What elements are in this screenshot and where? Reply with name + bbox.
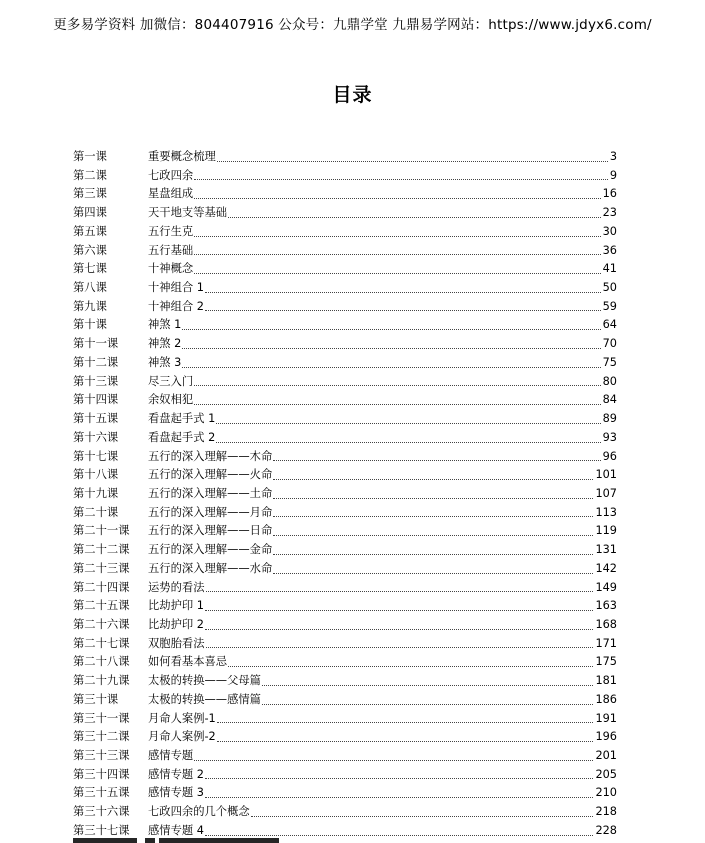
toc-row[interactable] xyxy=(73,448,617,467)
toc-dot-leader xyxy=(251,803,594,817)
toc-entry xyxy=(148,616,617,635)
toc-lesson-number: 第二课 xyxy=(73,168,107,182)
toc-dot-leader xyxy=(206,635,594,649)
toc-entry xyxy=(148,148,617,167)
toc-row[interactable] xyxy=(73,298,617,317)
toc-page-number: 64 xyxy=(602,318,617,332)
toc-topic: 五行的深入理解——日命 xyxy=(148,524,273,538)
toc-dot-leader xyxy=(273,485,593,499)
toc-row[interactable] xyxy=(73,691,617,710)
toc-entry xyxy=(148,429,617,448)
toc-row[interactable] xyxy=(73,335,617,354)
toc-page-number: 142 xyxy=(595,561,617,575)
toc-dot-leader xyxy=(273,448,600,462)
toc-row[interactable] xyxy=(73,597,617,616)
page-header-watermark: 更多易学资料 加微信：804407916 公众号：九鼎学堂 九鼎易学网站：https://www.jdyx6.com/ xyxy=(53,17,652,33)
toc-row[interactable] xyxy=(73,391,617,410)
toc-topic: 看盘起手式 1 xyxy=(148,412,216,426)
toc-entry xyxy=(148,335,617,354)
toc-dot-leader xyxy=(205,279,601,293)
toc-page-number: 41 xyxy=(602,262,617,276)
toc-topic: 比劫护印 1 xyxy=(148,599,204,613)
toc-row[interactable] xyxy=(73,223,617,242)
toc-row[interactable] xyxy=(73,504,617,523)
toc-lesson-number: 第四课 xyxy=(73,206,107,220)
toc-entry xyxy=(148,185,617,204)
toc-page-number: 80 xyxy=(602,374,617,388)
toc-topic: 天干地支等基础 xyxy=(148,206,228,220)
toc-entry xyxy=(148,448,617,467)
toc-row[interactable] xyxy=(73,279,617,298)
toc-dot-leader xyxy=(273,504,593,518)
toc-lesson-number: 第八课 xyxy=(73,281,107,295)
toc-row[interactable] xyxy=(73,635,617,654)
toc-dot-leader xyxy=(194,223,600,237)
toc-dot-leader xyxy=(182,354,600,368)
toc-dot-leader xyxy=(216,429,600,443)
toc-lesson-number: 第三十六课 xyxy=(73,805,130,819)
toc-lesson-number: 第二十六课 xyxy=(73,617,130,631)
toc-entry xyxy=(148,466,617,485)
toc-row[interactable] xyxy=(73,803,617,822)
toc-topic: 比劫护印 2 xyxy=(148,617,204,631)
toc-row[interactable] xyxy=(73,653,617,672)
toc-topic: 七政四余 xyxy=(148,168,194,182)
toc-page-number: 218 xyxy=(595,805,617,819)
toc-page-number: 113 xyxy=(595,505,617,519)
toc-topic: 双胞胎看法 xyxy=(148,636,205,650)
toc-topic: 如何看基本喜忌 xyxy=(148,655,228,669)
toc-lesson-number: 第一课 xyxy=(73,150,107,163)
toc-lesson-number: 第二十二课 xyxy=(73,543,130,557)
toc-entry xyxy=(148,316,617,335)
toc-row[interactable] xyxy=(73,784,617,803)
toc-topic: 运势的看法 xyxy=(148,580,205,594)
toc-page-number: 201 xyxy=(595,749,617,762)
toc-topic: 五行的深入理解——火命 xyxy=(148,468,273,482)
toc-lesson-number: 第三十课 xyxy=(73,692,119,706)
toc-dot-leader xyxy=(205,784,593,798)
toc-lesson-number: 第十四课 xyxy=(73,393,119,407)
toc-dot-leader xyxy=(194,391,600,405)
toc-row[interactable] xyxy=(73,242,617,261)
toc-page-number: 228 xyxy=(595,823,617,837)
toc-dot-leader xyxy=(273,522,593,536)
toc-row[interactable] xyxy=(73,466,617,485)
toc-dot-leader xyxy=(205,766,593,780)
toc-topic: 重要概念梳理 xyxy=(148,150,216,163)
toc-topic: 感情专题 3 xyxy=(148,786,204,800)
toc-topic: 神煞 1 xyxy=(148,318,182,332)
toc-row[interactable] xyxy=(73,354,617,373)
toc-entry xyxy=(148,597,617,616)
toc-dot-leader xyxy=(194,260,600,274)
toc-page-number: 16 xyxy=(602,187,617,201)
toc-entry xyxy=(148,242,617,261)
toc-entry xyxy=(148,710,617,729)
toc-topic: 十神组合 2 xyxy=(148,299,204,313)
toc-page-number: 196 xyxy=(595,730,617,744)
toc-entry xyxy=(148,541,617,560)
toc-page-number: 3 xyxy=(609,150,617,163)
toc-row[interactable] xyxy=(73,373,617,392)
toc-page-number: 101 xyxy=(595,468,617,482)
toc-topic: 尽三入门 xyxy=(148,374,194,388)
toc-topic: 五行生克 xyxy=(148,224,194,238)
toc-lesson-number: 第十课 xyxy=(73,318,107,332)
toc-row[interactable] xyxy=(73,485,617,504)
toc-row[interactable] xyxy=(73,204,617,223)
toc-row[interactable] xyxy=(73,429,617,448)
toc-lesson-number: 第二十八课 xyxy=(73,655,130,669)
toc-entry xyxy=(148,204,617,223)
toc-row[interactable] xyxy=(73,747,617,766)
toc-row[interactable] xyxy=(73,710,617,729)
toc-row[interactable] xyxy=(73,260,617,279)
toc-topic: 月命人案例-2 xyxy=(148,730,216,744)
toc-lesson-number: 第十三课 xyxy=(73,374,119,388)
toc-entry xyxy=(148,485,617,504)
toc-dot-leader xyxy=(194,185,600,199)
toc-topic: 七政四余的几个概念 xyxy=(148,805,250,819)
toc-lesson-number: 第十八课 xyxy=(73,468,119,482)
toc-page-number: 175 xyxy=(595,655,617,669)
toc-dot-leader xyxy=(217,710,594,724)
toc-page-number: 181 xyxy=(595,674,617,688)
toc-dot-leader xyxy=(217,148,608,162)
toc-topic: 太极的转换——父母篇 xyxy=(148,674,261,688)
toc-page-number: 96 xyxy=(602,449,617,463)
toc-row[interactable] xyxy=(73,672,617,691)
toc-dot-leader xyxy=(205,822,593,836)
toc-lesson-number: 第三十五课 xyxy=(73,786,130,800)
toc-topic: 感情专题 4 xyxy=(148,823,204,837)
toc-dot-leader xyxy=(273,541,593,555)
toc-dot-leader xyxy=(205,298,601,312)
toc-lesson-number: 第十六课 xyxy=(73,430,119,444)
toc-dot-leader xyxy=(206,579,594,593)
toc-page-number: 119 xyxy=(595,524,617,538)
toc-page-number: 9 xyxy=(609,168,617,182)
toc-lesson-number: 第三十四课 xyxy=(73,767,130,781)
toc-entry xyxy=(148,223,617,242)
toc-entry xyxy=(148,298,617,317)
toc-entry xyxy=(148,391,617,410)
toc-dot-leader xyxy=(194,167,608,181)
toc-lesson-number: 第十七课 xyxy=(73,449,119,463)
toc-dot-leader xyxy=(182,316,600,330)
toc-topic: 五行的深入理解——月命 xyxy=(148,505,273,519)
toc-topic: 神煞 3 xyxy=(148,355,182,369)
toc-page-number: 131 xyxy=(595,543,617,557)
toc-lesson-number: 第三十二课 xyxy=(73,730,130,744)
toc-entry xyxy=(148,579,617,598)
toc-entry xyxy=(148,279,617,298)
toc-topic: 五行的深入理解——土命 xyxy=(148,486,273,500)
toc-topic: 五行的深入理解——水命 xyxy=(148,561,273,575)
toc-row[interactable] xyxy=(73,185,617,204)
toc-dot-leader xyxy=(194,242,600,256)
toc-dot-leader xyxy=(182,335,600,349)
toc-lesson-number: 第三十七课 xyxy=(73,823,130,837)
toc-dot-leader xyxy=(262,691,593,705)
toc-entry xyxy=(148,728,617,747)
toc-topic: 感情专题 xyxy=(148,749,194,762)
toc-entry xyxy=(148,260,617,279)
toc-lesson-number: 第二十九课 xyxy=(73,674,130,688)
toc-entry xyxy=(148,635,617,654)
toc-dot-leader xyxy=(205,616,593,630)
toc-dot-leader xyxy=(228,204,601,218)
toc-row[interactable] xyxy=(73,410,617,429)
toc-lesson-number: 第十一课 xyxy=(73,337,119,351)
toc-lesson-number: 第十九课 xyxy=(73,486,119,500)
toc-entry xyxy=(148,653,617,672)
toc-lesson-number: 第五课 xyxy=(73,224,107,238)
toc-page-number: 59 xyxy=(602,299,617,313)
toc-lesson-number: 第二十四课 xyxy=(73,580,130,594)
toc-page-number: 23 xyxy=(602,206,617,220)
toc-topic: 感情专题 2 xyxy=(148,767,204,781)
toc-row[interactable] xyxy=(73,616,617,635)
toc-page-number: 205 xyxy=(595,767,617,781)
table-of-contents xyxy=(73,148,617,841)
toc-entry xyxy=(148,560,617,579)
toc-page-number: 89 xyxy=(602,412,617,426)
toc-page-number: 30 xyxy=(602,224,617,238)
toc-page-number: 210 xyxy=(595,786,617,800)
toc-page-number: 168 xyxy=(595,617,617,631)
toc-dot-leader xyxy=(194,373,600,387)
toc-lesson-number: 第九课 xyxy=(73,299,107,313)
toc-lesson-number: 第二十课 xyxy=(73,505,119,519)
toc-page-number: 107 xyxy=(595,486,617,500)
toc-entry xyxy=(148,522,617,541)
toc-dot-leader xyxy=(216,410,600,424)
toc-entry xyxy=(148,766,617,785)
toc-entry xyxy=(148,691,617,710)
toc-row[interactable] xyxy=(73,541,617,560)
toc-page-number: 36 xyxy=(602,243,617,257)
toc-row[interactable] xyxy=(73,766,617,785)
toc-page-number: 70 xyxy=(602,337,617,351)
toc-page-number: 163 xyxy=(595,599,617,613)
toc-row[interactable] xyxy=(73,167,617,186)
toc-lesson-number: 第七课 xyxy=(73,262,107,276)
toc-dot-leader xyxy=(273,466,593,480)
toc-entry xyxy=(148,747,617,766)
toc-entry xyxy=(148,504,617,523)
toc-entry xyxy=(148,803,617,822)
toc-topic: 看盘起手式 2 xyxy=(148,430,216,444)
toc-lesson-number: 第三课 xyxy=(73,187,107,201)
toc-row[interactable] xyxy=(73,579,617,598)
toc-dot-leader xyxy=(262,672,593,686)
toc-lesson-number: 第十五课 xyxy=(73,412,119,426)
toc-lesson-number: 第三十三课 xyxy=(73,749,130,762)
toc-dot-leader xyxy=(194,747,593,761)
toc-entry xyxy=(148,167,617,186)
toc-lesson-number: 第二十一课 xyxy=(73,524,130,538)
page-title: 目录 xyxy=(332,84,373,106)
toc-dot-leader xyxy=(205,597,593,611)
toc-topic: 月命人案例-1 xyxy=(148,711,216,725)
toc-page-number: 186 xyxy=(595,692,617,706)
toc-entry xyxy=(148,410,617,429)
toc-topic: 五行的深入理解——木命 xyxy=(148,449,273,463)
toc-row[interactable] xyxy=(73,522,617,541)
toc-entry xyxy=(148,373,617,392)
toc-topic: 五行的深入理解——金命 xyxy=(148,543,273,557)
toc-lesson-number: 第二十七课 xyxy=(73,636,130,650)
toc-topic: 五行基础 xyxy=(148,243,194,257)
toc-page-number: 171 xyxy=(595,636,617,650)
toc-lesson-number: 第六课 xyxy=(73,243,107,257)
toc-topic: 十神组合 1 xyxy=(148,281,204,295)
toc-topic: 余奴相犯 xyxy=(148,393,194,407)
toc-topic: 太极的转换——感情篇 xyxy=(148,692,261,706)
toc-row[interactable] xyxy=(73,316,617,335)
toc-page-number: 191 xyxy=(595,711,617,725)
toc-lesson-number: 第三十一课 xyxy=(73,711,130,725)
toc-lesson-number: 第二十三课 xyxy=(73,561,130,575)
toc-dot-leader xyxy=(273,560,593,574)
toc-entry xyxy=(148,354,617,373)
toc-dot-leader xyxy=(228,653,593,667)
toc-topic: 星盘组成 xyxy=(148,187,194,201)
toc-topic: 十神概念 xyxy=(148,262,194,276)
toc-page-number: 50 xyxy=(602,281,617,295)
cropped-next-row xyxy=(73,838,617,843)
toc-row[interactable] xyxy=(73,728,617,747)
toc-dot-leader xyxy=(217,728,594,742)
toc-topic: 神煞 2 xyxy=(148,337,182,351)
toc-row[interactable] xyxy=(73,148,617,167)
toc-row[interactable] xyxy=(73,560,617,579)
toc-page-number: 75 xyxy=(602,355,617,369)
toc-page-number: 93 xyxy=(602,430,617,444)
toc-page-number: 84 xyxy=(602,393,617,407)
toc-lesson-number: 第十二课 xyxy=(73,355,119,369)
toc-page-number: 149 xyxy=(595,580,617,594)
toc-lesson-number: 第二十五课 xyxy=(73,599,130,613)
toc-entry xyxy=(148,672,617,691)
toc-entry xyxy=(148,784,617,803)
